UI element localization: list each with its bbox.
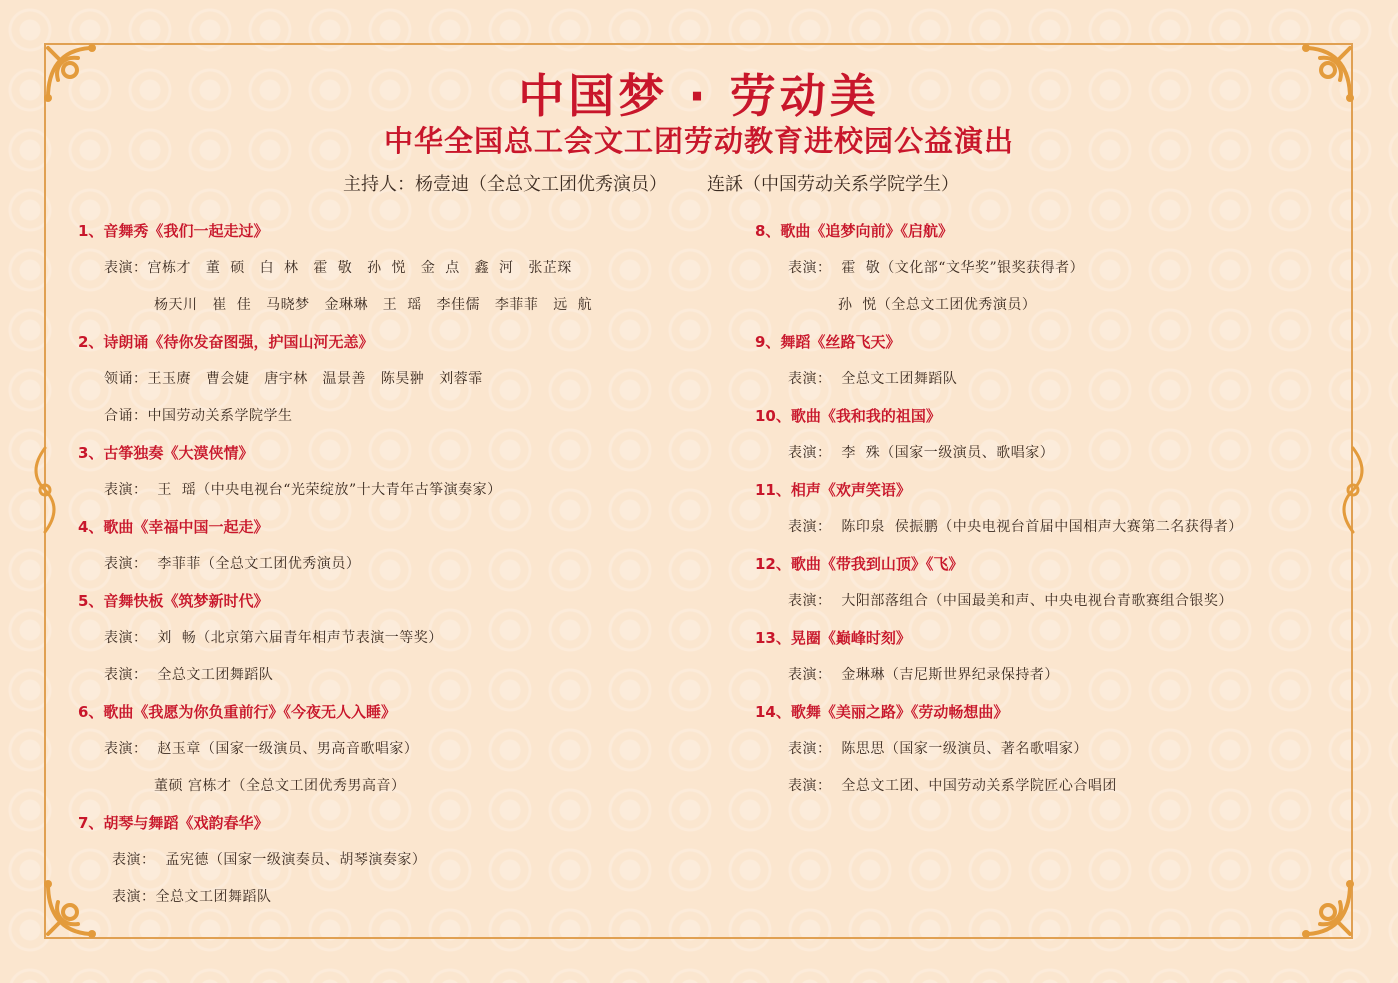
program-title: 4、歌曲《幸福中国一起走》 [78,518,269,536]
program-title: 14、歌舞《美丽之路》《劳动畅想曲》 [755,703,1009,721]
program-title: 6、歌曲《我愿为你负重前行》《今夜无人入睡》 [78,703,396,721]
program-item [78,219,592,330]
program-title: 11、相声《欢声笑语》 [755,481,911,499]
program-item [78,441,592,515]
side-ornament-icon [1339,444,1367,536]
performer-line: 表演：全总文工团舞蹈队 [112,889,272,905]
program-title: 9、舞蹈《丝路飞天》 [755,333,901,351]
performer-line: 表演： 王 瑶（中央电视台“光荣绽放”十大青年古筝演奏家） [104,482,502,498]
program-title: 1、音舞秀《我们一起走过》 [78,222,269,240]
performer-line: 表演： 全总文工团、中国劳动关系学院匠心合唱团 [788,778,1117,794]
performer-line: 表演： 李菲菲（全总文工团优秀演员） [104,556,361,572]
program-item [755,552,1243,626]
performer-line: 表演： 全总文工团舞蹈队 [788,371,958,387]
program-column-left [78,219,592,922]
program-item [755,700,1243,811]
program-item [78,589,592,700]
program-title: 12、歌曲《带我到山顶》《飞》 [755,555,964,573]
performer-line: 表演： 陈思思（国家一级演员、著名歌唱家） [788,741,1088,757]
performer-line: 表演： 赵玉章（国家一级演员、男高音歌唱家） [104,741,419,757]
program-item [78,811,592,922]
corner-ornament-icon [1292,876,1358,942]
performer-line: 表演： 大阳部落组合（中国最美和声、中央电视台青歌赛组合银奖） [788,593,1233,609]
performer-line: 合诵：中国劳动关系学院学生 [104,408,293,424]
performer-line: 表演：宫栋才 董 硕 白 林 霍 敬 孙 悦 金 点 鑫 河 张芷琛 [104,260,572,276]
performer-line: 表演： 陈印泉 侯振鹏（中央电视台首届中国相声大赛第二名获得者） [788,519,1243,535]
program-item [78,700,592,811]
program-item [78,330,592,441]
program-item [755,478,1243,552]
performer-line: 表演： 孟宪德（国家一级演奏员、胡琴演奏家） [112,852,427,868]
performer-line: 董硕 宫栋才（全总文工团优秀男高音） [154,778,406,794]
performer-line: 表演： 李 殊（国家一级演员、歌唱家） [788,445,1055,461]
program-item [755,330,1243,404]
program-item [755,626,1243,700]
program-title: 2、诗朗诵《待你发奋图强，护国山河无恙》 [78,333,374,351]
program-item [755,219,1243,330]
host-secondary: 连訸（中国劳动关系学院学生） [707,174,959,195]
program-item [78,515,592,589]
program-title: 8、歌曲《追梦向前》《启航》 [755,222,953,240]
program-title: 13、晃圈《巅峰时刻》 [755,629,911,647]
performer-line: 杨天川 崔 佳 马晓梦 金琳琳 王 瑶 李佳儒 李菲菲 远 航 [154,297,593,313]
performer-line: 表演： 刘 畅（北京第六届青年相声节表演一等奖） [104,630,443,646]
performer-line: 孙 悦（全总文工团优秀演员） [838,297,1037,313]
performer-line: 表演： 霍 敬（文化部“文华奖”银奖获得者） [788,260,1085,276]
performer-line: 表演： 全总文工团舞蹈队 [104,667,274,683]
side-ornament-icon [31,444,59,536]
page-subtitle: 中华全国总工会文工团劳动教育进校园公益演出 [383,124,1014,158]
program-column-right [755,219,1243,811]
performer-line: 领诵：王玉赓 曹会婕 唐宇林 温景善 陈昊翀 刘蓉霏 [104,371,483,387]
program-title: 7、胡琴与舞蹈《戏韵春华》 [78,814,269,832]
page-title: 中国梦 · 劳动美 [518,69,880,123]
performer-line: 表演： 金琳琳（吉尼斯世界纪录保持者） [788,667,1059,683]
program-title: 5、音舞快板《筑梦新时代》 [78,592,269,610]
host-primary: 主持人：杨壹迪（全总文工团优秀演员） [343,174,667,195]
program-title: 3、古筝独奏《大漠侠情》 [78,444,254,462]
hosts-line [343,170,959,196]
program-item [755,404,1243,478]
program-title: 10、歌曲《我和我的祖国》 [755,407,941,425]
